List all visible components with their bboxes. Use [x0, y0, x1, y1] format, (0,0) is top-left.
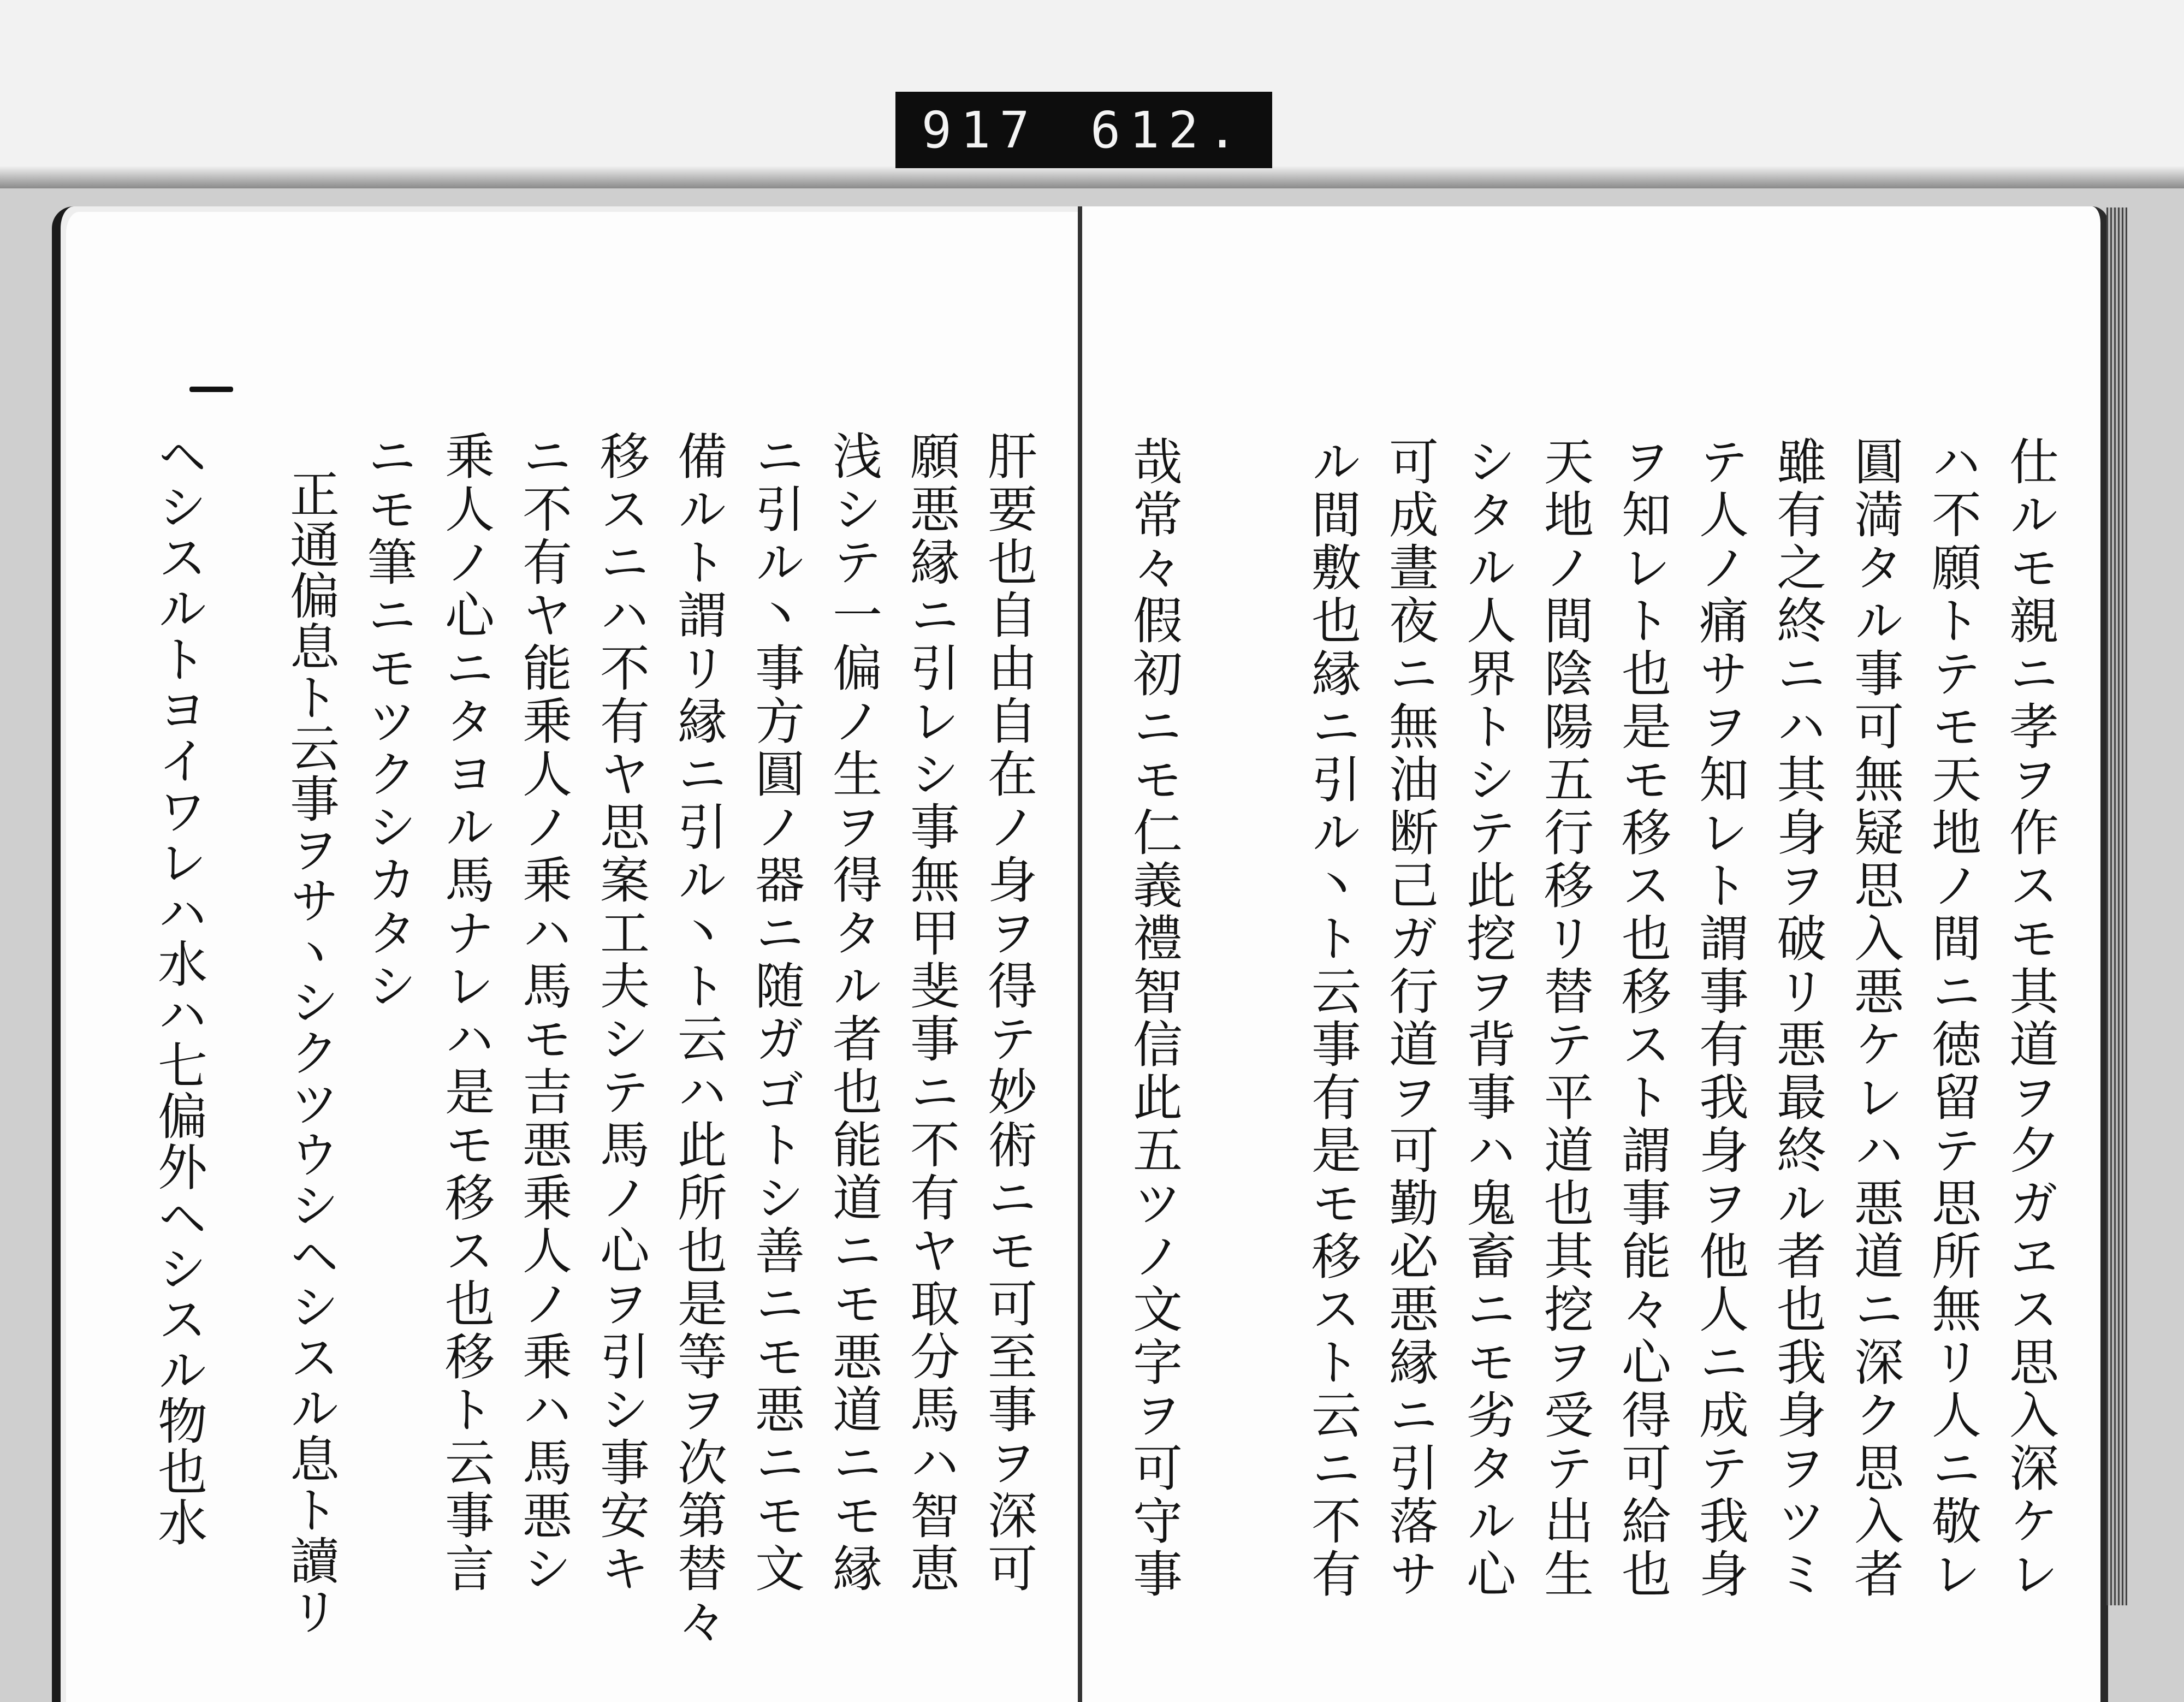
text-column: 圓満タル事可無疑思入悪ケレハ悪道ニ深ク思入者	[1846, 436, 1903, 1601]
text-column: 可成晝夜ニ無油断己ガ行道ヲ可勤必悪縁ニ引落サ	[1381, 436, 1438, 1601]
text-column: ハ不願トテモ天地ノ間ニ徳留テ思所無リ人ニ敬レ	[1924, 436, 1981, 1601]
text-column: テ人ノ痛サヲ知レト謂事有我身ヲ他人ニ成テ我身	[1691, 436, 1748, 1601]
catalog-number-part: 612.	[1090, 100, 1247, 159]
text-column: 仕ルモ親ニ孝ヲ作スモ其道ヲ夕ガヱス思入深ケレ	[2001, 436, 2058, 1601]
right-page	[1082, 206, 2108, 1702]
text-column: 願悪縁ニ引レシ事無甲斐事ニ不有ヤ取分馬ハ智恵	[902, 430, 959, 1596]
text-column: 天地ノ間陰陽五行移リ替テ平道也其挖ヲ受テ出生	[1536, 436, 1593, 1601]
text-column: 肝要也自由自在ノ身ヲ得テ妙術ニモ可至事ヲ深可	[980, 430, 1037, 1596]
text-column: 乗人ノ心ニタヨル馬ナレハ是モ移ス也移ト云事言	[437, 430, 494, 1596]
text-column: ヲ知レト也是モ移ス也移スト謂事能々心得可給也	[1613, 436, 1671, 1601]
item-marker	[189, 387, 233, 392]
text-column: 正通偏息ト云事ヲサヽシクツウシヘシスル息ト讀リ	[282, 469, 339, 1636]
text-column: 哉常々假初ニモ仁義禮智信此五ツノ文字ヲ可守事	[1125, 436, 1182, 1601]
text-column: シタル人界トシテ此挖ヲ背事ハ鬼畜ニモ劣タル心	[1458, 436, 1516, 1601]
text-column: ニ引ル丶事方圓ノ器ニ随ガゴトシ善ニモ悪ニモ文	[747, 430, 804, 1596]
text-column: ル間敷也縁ニ引ル丶ト云事有是モ移スト云ニ不有	[1303, 436, 1361, 1601]
text-column: 雖有之終ニハ其身ヲ破リ悪最終ル者也我身ヲツミ	[1768, 436, 1826, 1601]
text-column: 備ルト謂リ縁ニ引ル丶ト云ハ此所也是等ヲ次第替々	[669, 430, 727, 1648]
left-page	[52, 206, 1087, 1702]
text-column: ニ不有ヤ能乗人ノ乗ハ馬モ吉悪乗人ノ乗ハ馬悪シ	[514, 430, 572, 1596]
catalog-number-label	[895, 92, 1272, 168]
text-column: ヘシスルトヨイワレハ水ハ七偏外ヘシスル物也水	[150, 430, 207, 1547]
page-edges	[2106, 207, 2127, 1605]
text-column: 移スニハ不有ヤ思案工夫シテ馬ノ心ヲ引シ事安キ	[592, 430, 649, 1596]
text-column: ニモ筆ニモツクシカタシ	[359, 430, 417, 1013]
catalog-number-part: 917	[921, 100, 1038, 159]
text-column: 浅シテ一偏ノ生ヲ得タル者也能道ニモ悪道ニモ縁	[824, 430, 882, 1596]
